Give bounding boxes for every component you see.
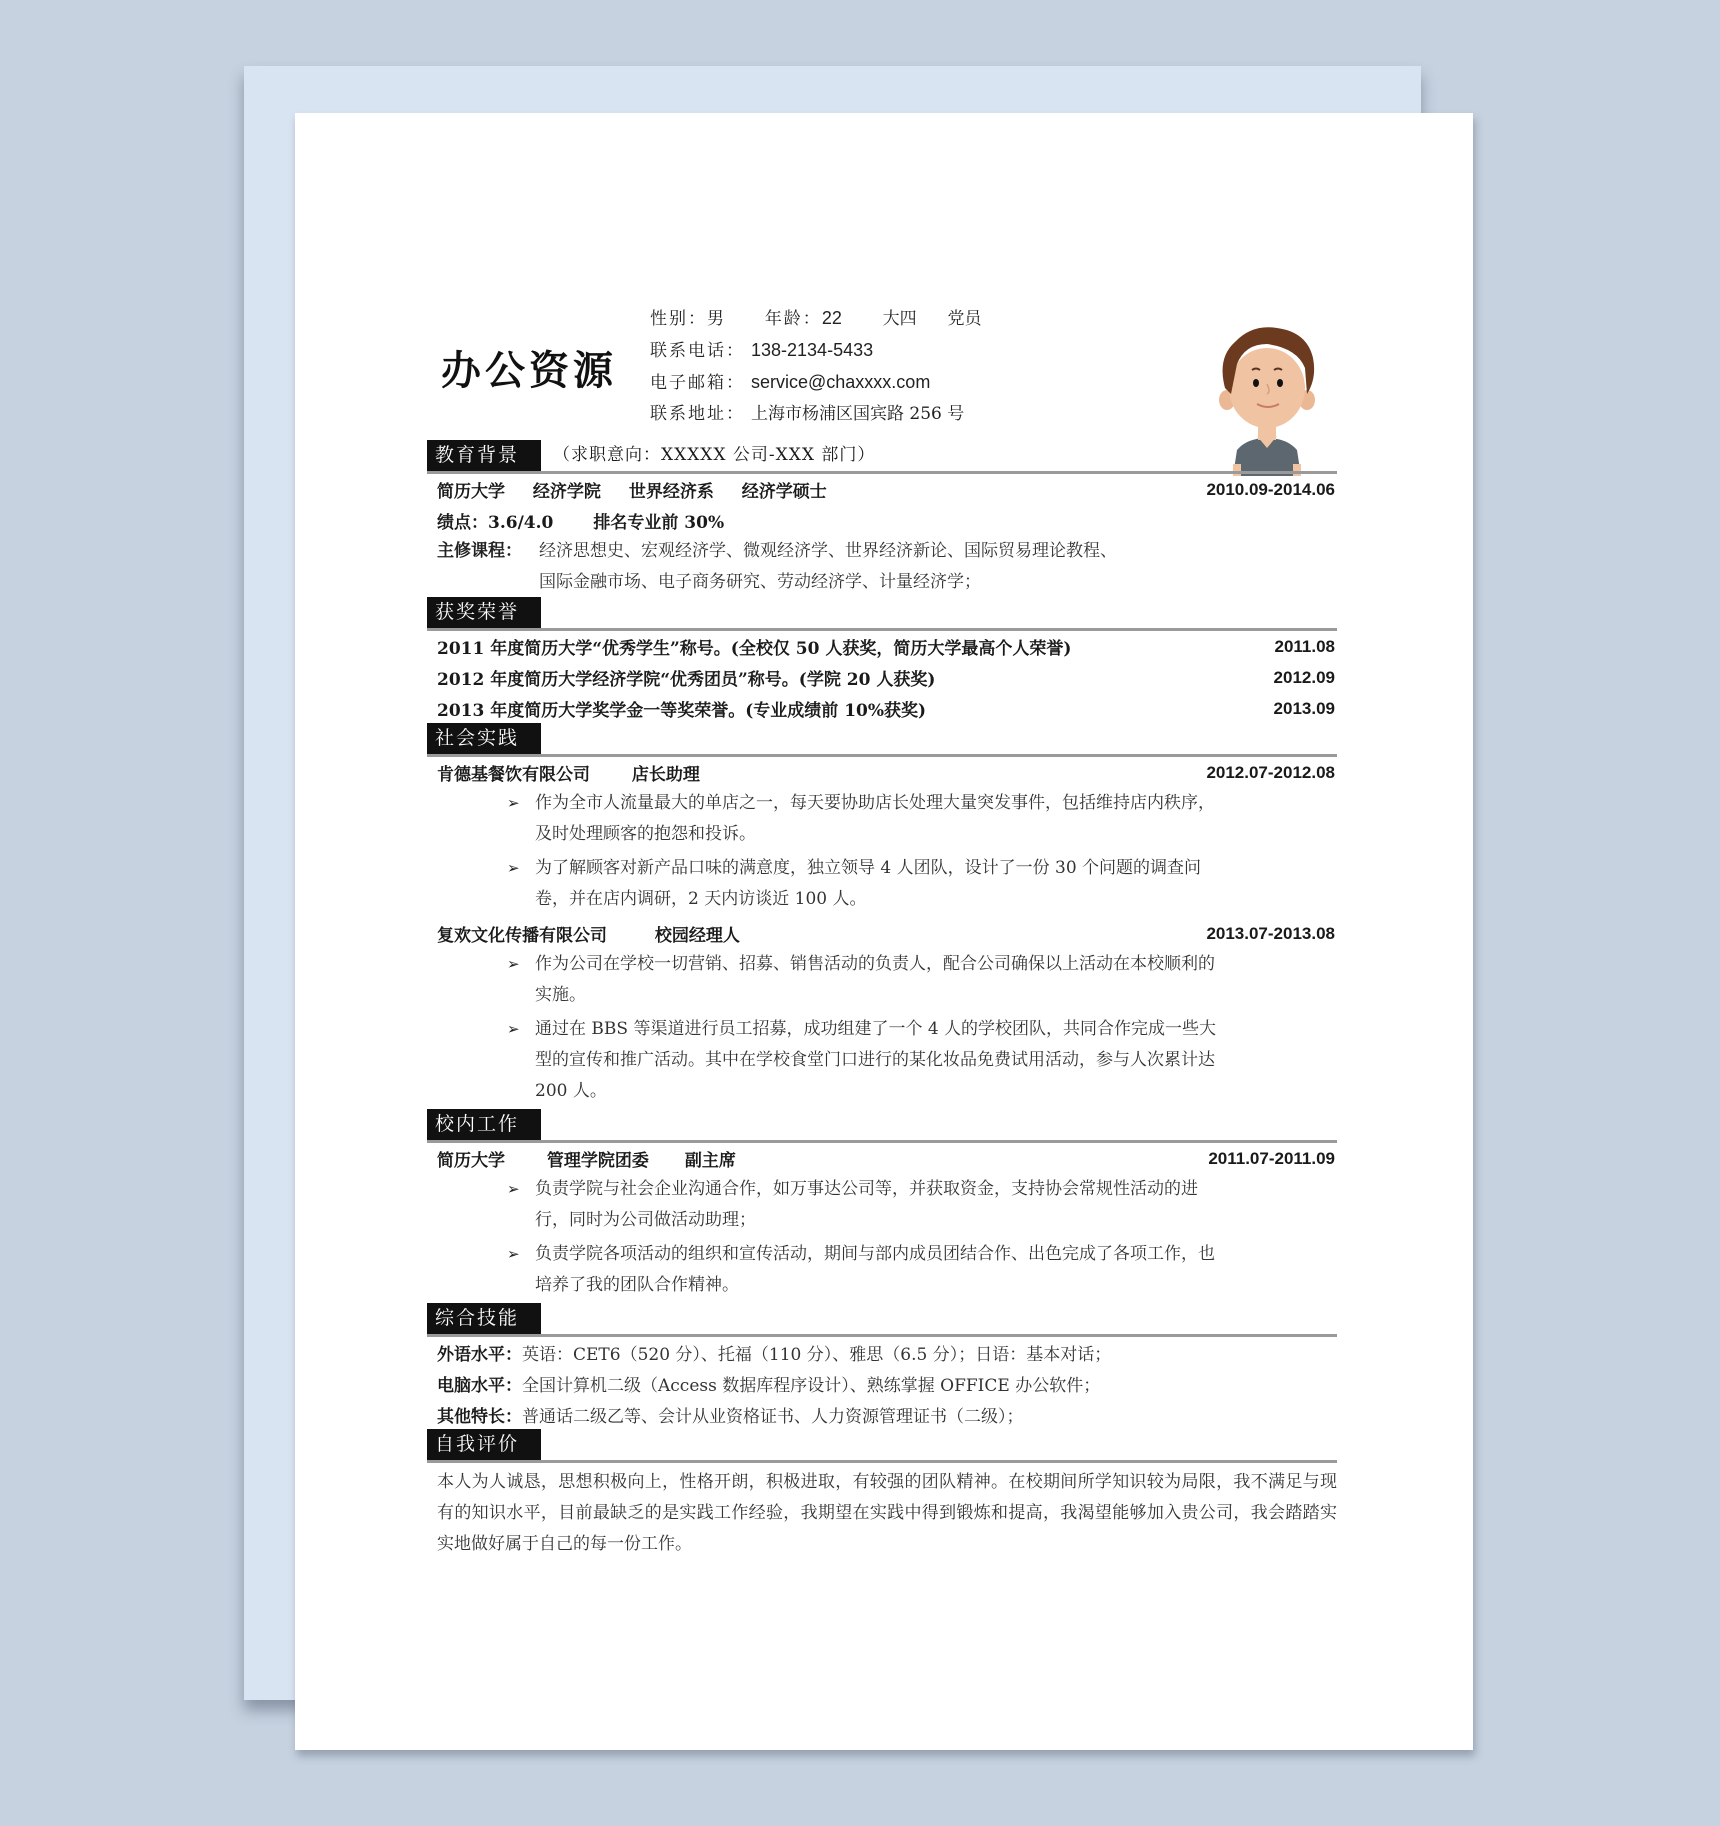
job-date: 2012.07-2012.08 (1206, 762, 1335, 782)
job-date: 2013.07-2013.08 (1206, 923, 1335, 943)
school-name: 简历大学 (437, 482, 505, 502)
section-title: 综合技能 (427, 1303, 541, 1334)
award-date: 2013.09 (1273, 698, 1335, 718)
info-phone (650, 335, 981, 367)
section-title: 校内工作 (427, 1109, 541, 1140)
bullet-item: ➢ 负责学院与社会企业沟通合作，如万事达公司等，并获取资金，支持协会常规性活动的进行，同时为公司做活动助理； (507, 1174, 1217, 1236)
candidate-name: 办公资源 (441, 347, 617, 394)
section-education (427, 441, 1337, 598)
skill-row (427, 1399, 1337, 1430)
section-header (427, 1304, 1337, 1337)
award-row (427, 631, 1337, 662)
campus-date: 2011.07-2011.09 (1208, 1148, 1335, 1168)
job-row (427, 918, 1337, 949)
education-row (427, 474, 1337, 505)
section-campus-work (427, 1110, 1337, 1301)
gender-label: 性别： (650, 309, 707, 329)
info-basic (650, 303, 981, 335)
org-name: 管理学院团委 (546, 1151, 649, 1171)
job-bullets (427, 788, 1217, 915)
section-header (427, 1430, 1337, 1463)
email-label: 电子邮箱： (650, 373, 745, 393)
job-intention: （求职意向：XXXXX 公司-XXX 部门） (553, 445, 876, 465)
age-value: 22 (821, 308, 842, 328)
bullet-item: ➢ 作为公司在学校一切营销、招募、销售活动的负责人，配合公司确保以上活动在本校顺利的实施。 (507, 949, 1217, 1011)
email-value[interactable]: service@chaxxxx.com (751, 372, 931, 392)
personal-info (650, 303, 981, 430)
gender-value: 男 (707, 309, 724, 329)
section-title: 社会实践 (427, 723, 541, 754)
address-value: 上海市杨浦区国宾路 256 号 (751, 404, 965, 424)
section-header (427, 598, 1337, 631)
section-title: 获奖荣誉 (427, 597, 541, 628)
award-date: 2012.09 (1273, 667, 1335, 687)
company-name: 肯德基餐饮有限公司 (437, 765, 590, 785)
grade-value: 大四 (882, 309, 917, 329)
school-name: 简历大学 (437, 1151, 505, 1171)
courses-line-2: 国际金融市场、电子商务研究、劳动经济学、计量经济学； (539, 572, 981, 592)
award-row (427, 693, 1337, 724)
arrow-bullet-icon: ➢ (507, 955, 520, 973)
courses-line-1: 经济思想史、宏观经济学、微观经济学、世界经济新论、国际贸易理论教程、 (539, 541, 1117, 561)
job-role: 校园经理人 (654, 926, 740, 946)
skill-value: 英语：CET6（520 分）、托福（110 分）、雅思（6.5 分）；日语：基本对话； (522, 1345, 1112, 1365)
education-date: 2010.09-2014.06 (1206, 479, 1335, 499)
arrow-bullet-icon: ➢ (507, 1180, 520, 1198)
department-name: 世界经济系 (628, 482, 714, 502)
award-text: 2011 年度简历大学“优秀学生”称号。(全校仅 50 人获奖，简历大学最高个人荣誉) (437, 639, 1072, 659)
skill-value: 普通话二级乙等、会计从业资格证书、人力资源管理证书（二级）； (522, 1407, 1024, 1427)
self-evaluation-text: 本人为人诚恳，思想积极向上，性格开朗，积极进取，有较强的团队精神。在校期间所学知识较为局限，我不满足与现有的知识水平，目前最缺乏的是实践工作经验，我期望在实践中得到锻炼和提高，我渴望能够加入贵公司，我会踏踏实实地做好属于自己的每一份工作。 (437, 1472, 1337, 1554)
college-name: 经济学院 (532, 482, 601, 502)
award-text: 2012 年度简历大学经济学院“优秀团员”称号。(学院 20 人获奖) (437, 670, 936, 690)
address-label: 联系地址： (650, 404, 745, 424)
bullet-item: ➢ 负责学院各项活动的组织和宣传活动，期间与部内成员团结合作、出色完成了各项工作，也培养了我的团队合作精神。 (507, 1239, 1217, 1301)
campus-role: 副主席 (684, 1151, 736, 1171)
arrow-bullet-icon: ➢ (507, 794, 520, 812)
section-header (427, 441, 1337, 474)
job-row (427, 757, 1337, 788)
section-title: 自我评价 (427, 1429, 541, 1460)
skill-label: 其他特长： (437, 1407, 522, 1427)
degree-name: 经济学硕士 (741, 482, 827, 502)
section-practice (427, 724, 1337, 1107)
political-status: 党员 (947, 309, 982, 329)
phone-value: 138-2134-5433 (751, 340, 874, 360)
skill-row (427, 1368, 1337, 1399)
age-label: 年龄： (764, 309, 822, 329)
rank: 排名专业前 30% (593, 513, 725, 533)
award-date: 2011.08 (1274, 636, 1335, 656)
gpa-row (427, 505, 1337, 536)
skill-label: 外语水平： (437, 1345, 522, 1365)
skill-value: 全国计算机二级（Access 数据库程序设计）、熟练掌握 OFFICE 办公软件； (522, 1376, 1101, 1396)
section-self-evaluation (427, 1430, 1337, 1560)
arrow-bullet-icon: ➢ (507, 1020, 520, 1038)
arrow-bullet-icon: ➢ (507, 859, 520, 877)
courses-row (427, 536, 1337, 598)
campus-bullets (427, 1174, 1217, 1301)
resume-content (427, 441, 1337, 1560)
bullet-item: ➢ 作为全市人流量最大的单店之一，每天要协助店长处理大量突发事件，包括维持店内秩序，及时处理顾客的抱怨和投诉。 (507, 788, 1217, 850)
job-bullets (427, 949, 1217, 1107)
arrow-bullet-icon: ➢ (507, 1245, 520, 1263)
bullet-item: ➢ 通过在 BBS 等渠道进行员工招募，成功组建了一个 4 人的学校团队，共同合作完成一些大型的宣传和推广活动。其中在学校食堂门口进行的某化妆品免费试用活动，参与人次累计达 200 人。 (507, 1014, 1217, 1107)
info-address (650, 399, 981, 430)
section-skills (427, 1304, 1337, 1430)
job-role: 店长助理 (631, 765, 700, 785)
award-text: 2013 年度简历大学奖学金一等奖荣誉。(专业成绩前 10%获奖) (437, 701, 927, 721)
section-header (427, 1110, 1337, 1143)
courses-label: 主修课程： (437, 541, 522, 561)
section-header (427, 724, 1337, 757)
bullet-item: ➢ 为了解顾客对新产品口味的满意度，独立领导 4 人团队，设计了一份 30 个问题的调查问卷，并在店内调研，2 天内访谈近 100 人。 (507, 853, 1217, 915)
skill-label: 电脑水平： (437, 1376, 522, 1396)
phone-label: 联系电话： (650, 341, 745, 361)
gpa: 绩点：3.6/4.0 (437, 513, 554, 533)
skill-row (427, 1337, 1337, 1368)
company-name: 复欢文化传播有限公司 (437, 926, 607, 946)
info-email (650, 367, 981, 399)
award-row (427, 662, 1337, 693)
section-awards (427, 598, 1337, 724)
section-title: 教育背景 (427, 440, 541, 471)
campus-row (427, 1143, 1337, 1174)
resume-page (295, 113, 1473, 1750)
